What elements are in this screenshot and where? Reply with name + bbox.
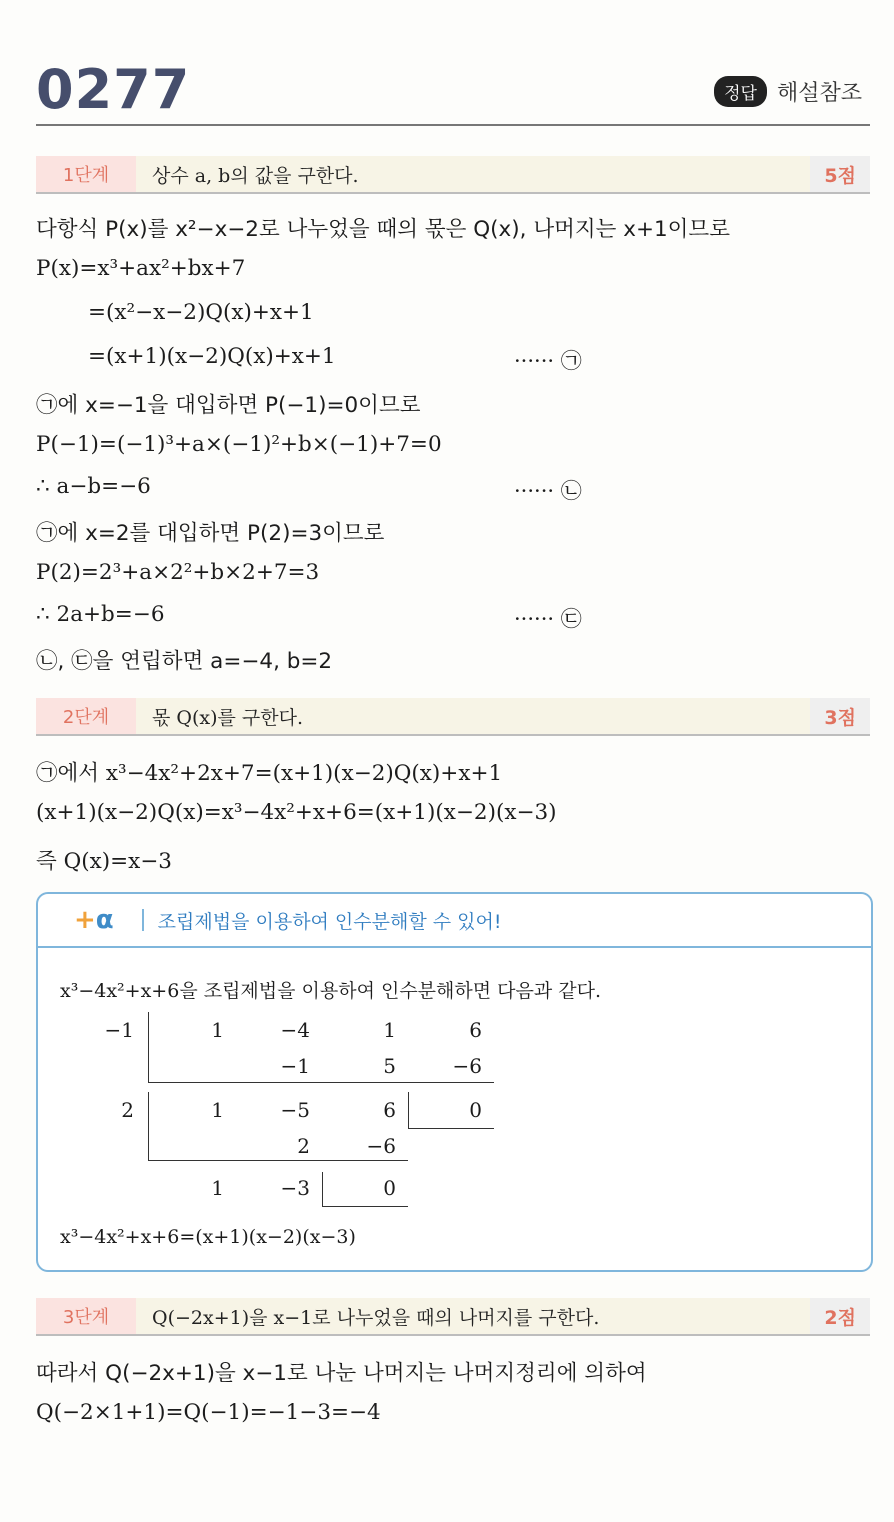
tip-box <box>36 892 873 1272</box>
step2-line-2: (x+1)(x−2)Q(x)=x³−4x²+x+6=(x+1)(x−2)(x−3) <box>36 800 557 825</box>
step-2-points: 3점 <box>810 698 870 734</box>
header-divider <box>36 124 870 126</box>
step-1-description: 상수 a, b의 값을 구한다. <box>152 164 359 187</box>
step1-line-8: ㉠에 x=2를 대입하면 P(2)=3이므로 <box>36 521 385 546</box>
sd-horizontal-rule-1 <box>148 1082 494 1083</box>
step-2-description: 몫 Q(x)를 구한다. <box>152 706 304 729</box>
sd-cell: 2 <box>297 1134 310 1158</box>
sd-cell: −6 <box>452 1054 482 1078</box>
equation-tag-3: ······ ㉢ <box>514 607 582 631</box>
sd-cell: 6 <box>469 1018 482 1042</box>
step1-line-4: =(x+1)(x−2)Q(x)+x+1 <box>88 344 336 369</box>
sd-cell: 1 <box>211 1176 224 1200</box>
step1-line-9: P(2)=2³+a×2²+b×2+7=3 <box>36 560 320 585</box>
step-3-description: Q(−2x+1)을 x−1로 나누었을 때의 나머지를 구한다. <box>152 1306 600 1329</box>
step2-line-3: 즉 Q(x)=x−3 <box>36 849 172 874</box>
sd-cell: −4 <box>280 1018 310 1042</box>
tip-divider <box>142 909 144 931</box>
sd-cell: −1 <box>280 1054 310 1078</box>
step-3-tag: 3단계 <box>36 1298 136 1334</box>
step1-line-11: ㉡, ㉢을 연립하면 a=−4, b=2 <box>36 649 333 674</box>
step-3-points: 2점 <box>810 1298 870 1334</box>
tip-title: 조립제법을 이용하여 인수분해할 수 있어! <box>157 910 502 933</box>
answer-badge: 정답 <box>714 76 767 107</box>
step1-line-1: 다항식 P(x)를 x²−x−2로 나누었을 때의 몫은 Q(x), 나머지는 x+1이므로 <box>36 217 730 242</box>
sd-remainder-rule-2 <box>322 1172 323 1206</box>
step1-line-10: ∴ 2a+b=−6 <box>36 602 165 627</box>
sd-cell: −3 <box>280 1176 310 1200</box>
equation-tag-2: ······ ㉡ <box>514 479 582 503</box>
step-2-bar <box>36 698 870 736</box>
sd-vertical-rule-1 <box>148 1012 149 1082</box>
sd-root-2: 2 <box>121 1098 134 1122</box>
sd-cell: −6 <box>366 1134 396 1158</box>
tip-conclusion: x³−4x²+x+6=(x+1)(x−2)(x−3) <box>60 1226 356 1248</box>
equation-tag-1: ······ ㉠ <box>514 349 582 373</box>
sd-cell: 1 <box>383 1018 396 1042</box>
sd-root-1: −1 <box>104 1018 134 1042</box>
step-2-tag: 2단계 <box>36 698 136 734</box>
answer-area <box>714 76 862 107</box>
sd-cell: 1 <box>211 1018 224 1042</box>
step3-line-1: 따라서 Q(−2x+1)을 x−1로 나눈 나머지는 나머지정리에 의하여 <box>36 1361 647 1386</box>
problem-number: 0277 <box>36 58 191 121</box>
sd-remainder-rule-2b <box>322 1206 408 1207</box>
step2-line-1: ㉠에서 x³−4x²+2x+7=(x+1)(x−2)Q(x)+x+1 <box>36 761 503 786</box>
sd-remainder-rule-1 <box>408 1092 409 1128</box>
sd-remainder-1: 0 <box>469 1098 482 1122</box>
step-3-bar <box>36 1298 870 1336</box>
step-1-bar <box>36 156 870 194</box>
sd-vertical-rule-2 <box>148 1092 149 1160</box>
sd-cell: 1 <box>211 1098 224 1122</box>
sd-cell: 5 <box>383 1054 396 1078</box>
step-1-points: 5점 <box>810 156 870 192</box>
step1-line-5: ㉠에 x=−1을 대입하면 P(−1)=0이므로 <box>36 393 421 418</box>
step-1-tag: 1단계 <box>36 156 136 192</box>
tip-intro: x³−4x²+x+6을 조립제법을 이용하여 인수분해하면 다음과 같다. <box>60 980 601 1002</box>
step1-line-7: ∴ a−b=−6 <box>36 474 151 499</box>
answer-text: 해설참조 <box>776 81 862 106</box>
sd-cell: 6 <box>383 1098 396 1122</box>
sd-remainder-rule-1b <box>408 1128 494 1129</box>
plus-alpha-icon: +α <box>74 905 114 935</box>
step1-line-6: P(−1)=(−1)³+a×(−1)²+b×(−1)+7=0 <box>36 432 442 457</box>
sd-cell: −5 <box>280 1098 310 1122</box>
tip-header <box>38 894 871 948</box>
step1-line-2: P(x)=x³+ax²+bx+7 <box>36 256 246 281</box>
sd-remainder-2: 0 <box>383 1176 396 1200</box>
step3-line-2: Q(−2×1+1)=Q(−1)=−1−3=−4 <box>36 1400 381 1425</box>
sd-horizontal-rule-2 <box>148 1160 408 1161</box>
step1-line-3: =(x²−x−2)Q(x)+x+1 <box>88 300 314 325</box>
